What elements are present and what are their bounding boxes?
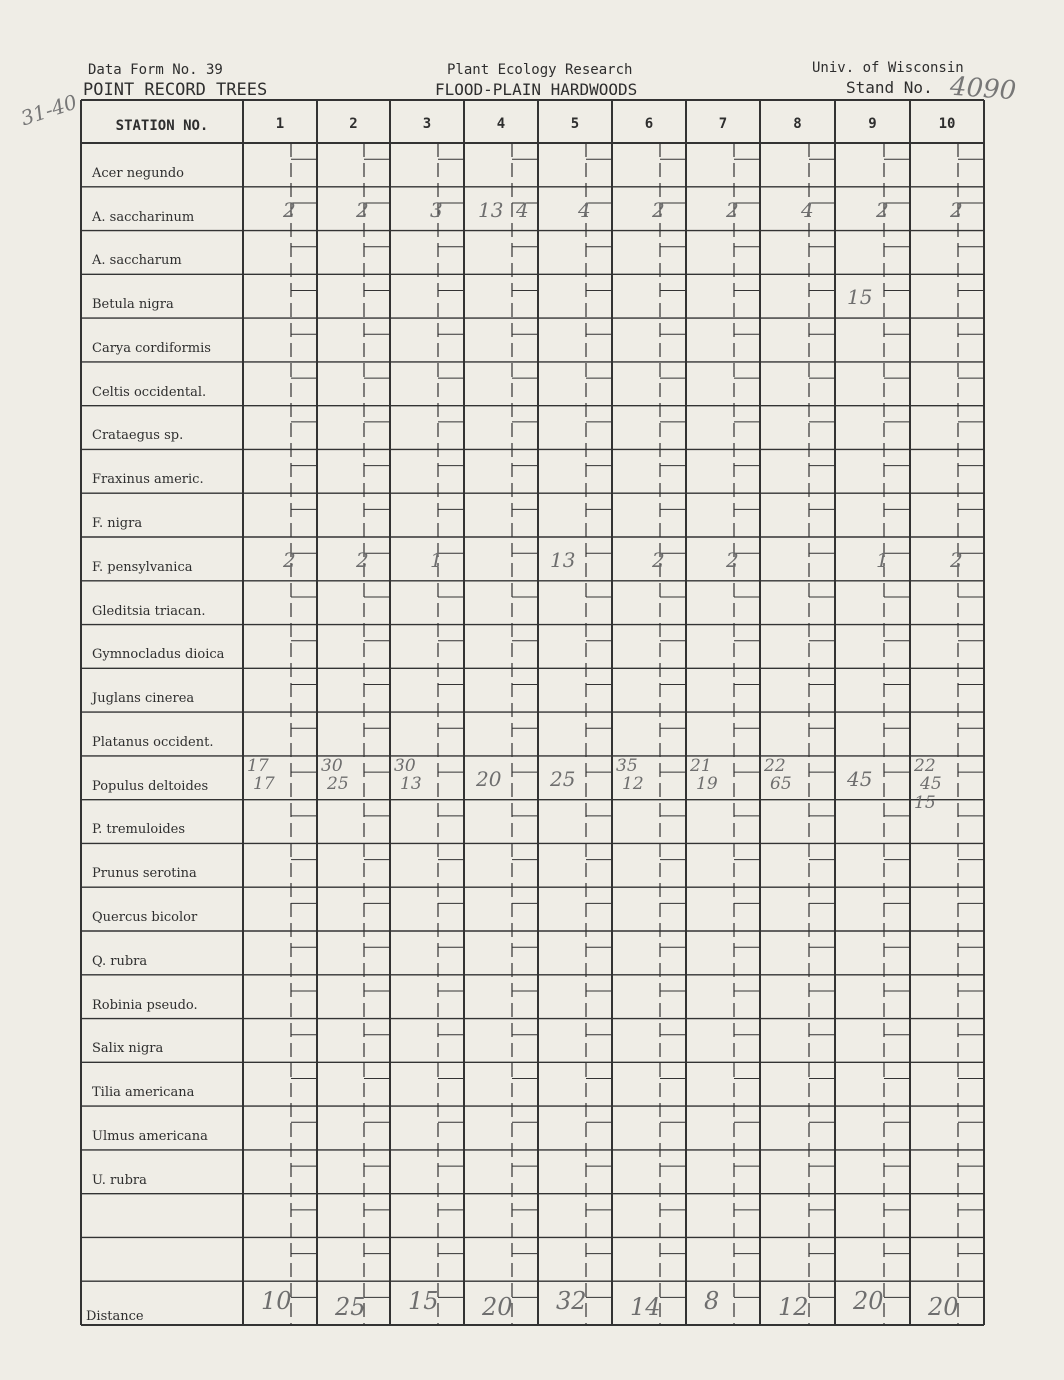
tally-mark: 25 xyxy=(327,774,349,795)
distance-value: 25 xyxy=(335,1293,366,1322)
tally-mark: 20 xyxy=(476,767,502,792)
tally-mark: 13 xyxy=(550,548,576,573)
tally-mark: 2 xyxy=(876,197,889,222)
tally-mark: 25 xyxy=(550,767,576,792)
distance-value: 8 xyxy=(704,1287,720,1316)
stand-number: 4090 xyxy=(949,71,1018,107)
station-header-10: 10 xyxy=(938,116,956,132)
station-header-2: 2 xyxy=(349,116,358,132)
station-header-7: 7 xyxy=(718,116,728,132)
tally-mark: 2 xyxy=(652,548,665,573)
tally-mark: 1 xyxy=(430,548,443,573)
station-header-3: 3 xyxy=(422,116,432,132)
species-label: F. nigra xyxy=(92,515,143,531)
species-label: Carya cordiformis xyxy=(92,340,211,356)
tally-mark: 45 xyxy=(847,767,873,792)
tally-mark: 22 xyxy=(764,756,786,777)
species-label: Crataegus sp. xyxy=(92,428,184,444)
organization: Plant Ecology Research xyxy=(447,62,633,78)
tally-mark: 4 xyxy=(578,197,591,222)
margin-note: 31-40 xyxy=(17,89,80,131)
tally-mark: 2 xyxy=(283,197,296,222)
species-label: Fraxinus americ. xyxy=(92,472,204,488)
species-label: A. saccharum xyxy=(92,253,182,269)
species-label: Betula nigra xyxy=(92,297,174,313)
species-label: Populus deltoides xyxy=(92,778,209,794)
tally-mark: 65 xyxy=(770,774,792,795)
tally-mark: 2 xyxy=(950,548,963,573)
form-title: POINT RECORD TREES xyxy=(83,80,268,100)
species-label: Celtis occidental. xyxy=(92,384,207,400)
tally-mark: 4 xyxy=(801,197,814,222)
tally-mark: 2 xyxy=(356,197,369,222)
tally-mark: 2 xyxy=(950,197,963,222)
distance-value: 10 xyxy=(261,1287,292,1316)
tally-mark: 1 xyxy=(876,548,889,573)
distance-value: 32 xyxy=(556,1287,587,1316)
distance-value: 20 xyxy=(482,1293,513,1322)
distance-value: 20 xyxy=(853,1287,884,1316)
species-label: U. rubra xyxy=(92,1172,147,1188)
tally-mark: 12 xyxy=(622,774,644,795)
tally-mark: 2 xyxy=(652,197,665,222)
tally-mark: 17 xyxy=(253,774,275,795)
tally-mark: 15 xyxy=(847,285,873,310)
distance-value: 12 xyxy=(778,1293,809,1322)
tally-mark: 35 xyxy=(616,756,638,777)
distance-value: 20 xyxy=(928,1293,959,1322)
station-header-4: 4 xyxy=(496,116,506,132)
station-no-header: STATION NO. xyxy=(115,118,209,134)
stand-label: Stand No. xyxy=(846,78,933,97)
species-label: Salix nigra xyxy=(92,1041,164,1057)
tally-mark: 30 xyxy=(321,756,343,777)
species-label: F. pensylvanica xyxy=(92,559,193,575)
station-header-5: 5 xyxy=(570,116,580,132)
forest-type: FLOOD-PLAIN HARDWOODS xyxy=(435,80,638,99)
species-label: P. tremuloides xyxy=(92,822,186,838)
tally-mark: 15 xyxy=(914,792,936,813)
station-header-6: 6 xyxy=(644,116,654,132)
tally-mark: 13 xyxy=(478,197,504,222)
station-header-8: 8 xyxy=(793,116,802,132)
tally-mark: 3 xyxy=(430,197,443,222)
tally-mark: 13 xyxy=(400,774,422,795)
species-label: Gleditsia triacan. xyxy=(92,603,206,619)
species-label: Acer negundo xyxy=(92,165,184,181)
species-label: Robinia pseudo. xyxy=(92,997,198,1013)
tally-mark: 4 xyxy=(516,197,529,222)
tally-mark: 19 xyxy=(696,774,718,795)
distance-label: Distance xyxy=(86,1309,144,1324)
species-label: Gymnocladus dioica xyxy=(92,647,225,663)
species-label: Ulmus americana xyxy=(92,1128,208,1144)
species-label: Prunus serotina xyxy=(92,866,197,882)
tally-mark: 2 xyxy=(356,548,369,573)
species-label: Tilia americana xyxy=(92,1085,195,1101)
tally-mark: 2 xyxy=(283,548,296,573)
distance-value: 14 xyxy=(630,1293,661,1322)
tally-mark: 45 xyxy=(920,774,942,795)
species-label: A. saccharinum xyxy=(92,209,195,225)
distance-value: 15 xyxy=(408,1287,439,1316)
tally-mark: 2 xyxy=(726,197,739,222)
station-header-9: 9 xyxy=(868,116,877,132)
station-header-1: 1 xyxy=(275,116,285,132)
species-label: Quercus bicolor xyxy=(92,909,198,925)
species-label: Q. rubra xyxy=(92,953,148,969)
species-label: Juglans cinerea xyxy=(92,691,195,707)
tally-mark: 21 xyxy=(690,756,712,777)
species-label: Platanus occident. xyxy=(92,734,214,750)
tally-mark: 22 xyxy=(914,756,936,777)
university: Univ. of Wisconsin xyxy=(812,60,964,76)
tally-mark: 17 xyxy=(247,756,269,777)
form-number: Data Form No. 39 xyxy=(88,62,223,78)
tally-mark: 2 xyxy=(726,548,739,573)
tally-mark: 30 xyxy=(394,756,416,777)
